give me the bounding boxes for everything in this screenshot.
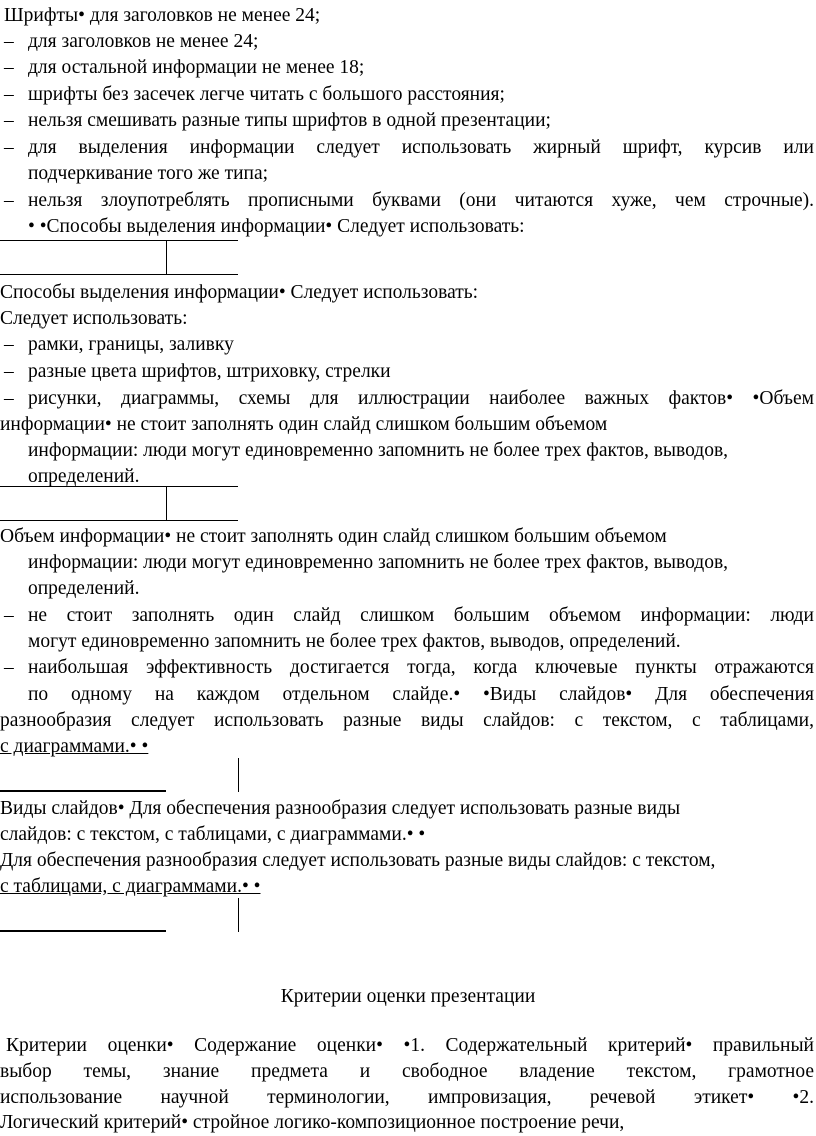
table-border [0,520,238,521]
table-border [238,898,239,932]
text-line: Критерии оценки• Содержание оценки• •1. Содержательный критерий• правильный [6,1035,814,1056]
list-item: нельзя смешивать разные типы шрифтов в одной презентации; [28,110,551,131]
text-line: Для обеспечения разнообразия следует использовать разные виды слайдов: с текстом, [0,850,716,871]
list-item: не стоит заполнять один слайд слишком большим объемом информации: люди [28,605,814,626]
text-line: слайдов: с текстом, с таблицами, с диаграммами.• • [0,824,426,845]
text-line: информации: люди могут единовременно запомнить не более трех фактов, выводов, [28,440,729,461]
list-dash: – [4,84,14,105]
list-item: для остальной информации не менее 18; [28,57,365,78]
text-line: с таблицами, с диаграммами.• • [0,876,261,897]
text-line: Следует использовать: [0,308,188,329]
table-border [0,790,166,792]
list-item: для заголовков не менее 24; [28,31,259,52]
list-dash: – [4,110,14,131]
table-border [0,486,238,487]
text-line: Логический критерий• стройное логико-композиционное построение речи, [0,1112,625,1133]
list-dash: – [4,657,14,678]
list-item: для выделения информации следует использовать жирный шрифт, курсив или [28,137,814,158]
list-item-continuation: могут единовременно запомнить не более трех фактов, выводов, определений. [28,631,681,652]
list-item: наибольшая эффективность достигается тогда, когда ключевые пункты отражаются [28,657,814,678]
list-item: шрифты без засечек легче читать с большого расстояния; [28,84,505,105]
text-line: Способы выделения информации• Следует использовать: [0,282,479,303]
table-border [0,240,238,241]
list-dash: – [4,361,14,382]
list-dash: – [4,605,14,626]
list-dash: – [4,137,14,158]
text-line: информации: люди могут единовременно запомнить не более трех фактов, выводов, [28,552,729,573]
text-line: Виды слайдов• Для обеспечения разнообразия следует использовать разные виды [0,798,681,819]
table-border [166,486,167,520]
section-heading: Критерии оценки презентации [280,986,536,1007]
list-item-continuation: по одному на каждом отдельном слайде.• •Виды слайдов• Для обеспечения [28,684,814,705]
table-border [238,758,239,792]
list-dash: – [4,190,14,211]
text-line: информации• не стоит заполнять один слайд слишком большим объемом [0,414,608,435]
list-item: нельзя злоупотреблять прописными буквами (они читаются хуже, чем строчные). [28,190,814,211]
list-dash: – [4,388,14,409]
text-line: Объем информации• не стоит заполнять один слайд слишком большим объемом [0,526,667,547]
list-item: разные цвета шрифтов, штриховку, стрелки [28,361,391,382]
text-line: Шрифты• для заголовков не менее 24; [4,5,321,26]
table-border [0,930,166,932]
text-line: с диаграммами.• • [0,736,149,757]
text-line: определений. [28,466,140,487]
text-line: использование научной терминологии, импровизация, речевой этикет• •2. [0,1087,814,1108]
list-dash: – [4,57,14,78]
list-item: рамки, границы, заливку [28,334,234,355]
table-border [166,240,167,274]
list-item: рисунки, диаграммы, схемы для иллюстрации наиболее важных фактов• •Объем [28,388,814,409]
text-line: определений. [28,578,140,599]
text-line: разнообразия следует использовать разные виды слайдов: с текстом, с таблицами, [0,710,814,731]
text-line: выбор темы, знание предмета и свободное владение текстом, грамотное [0,1061,814,1082]
list-dash: – [4,31,14,52]
list-item-continuation: подчеркивание того же типа; [28,163,269,184]
text-line: • •Способы выделения информации• Следует использовать: [28,216,525,237]
table-border [0,274,238,275]
list-dash: – [4,334,14,355]
